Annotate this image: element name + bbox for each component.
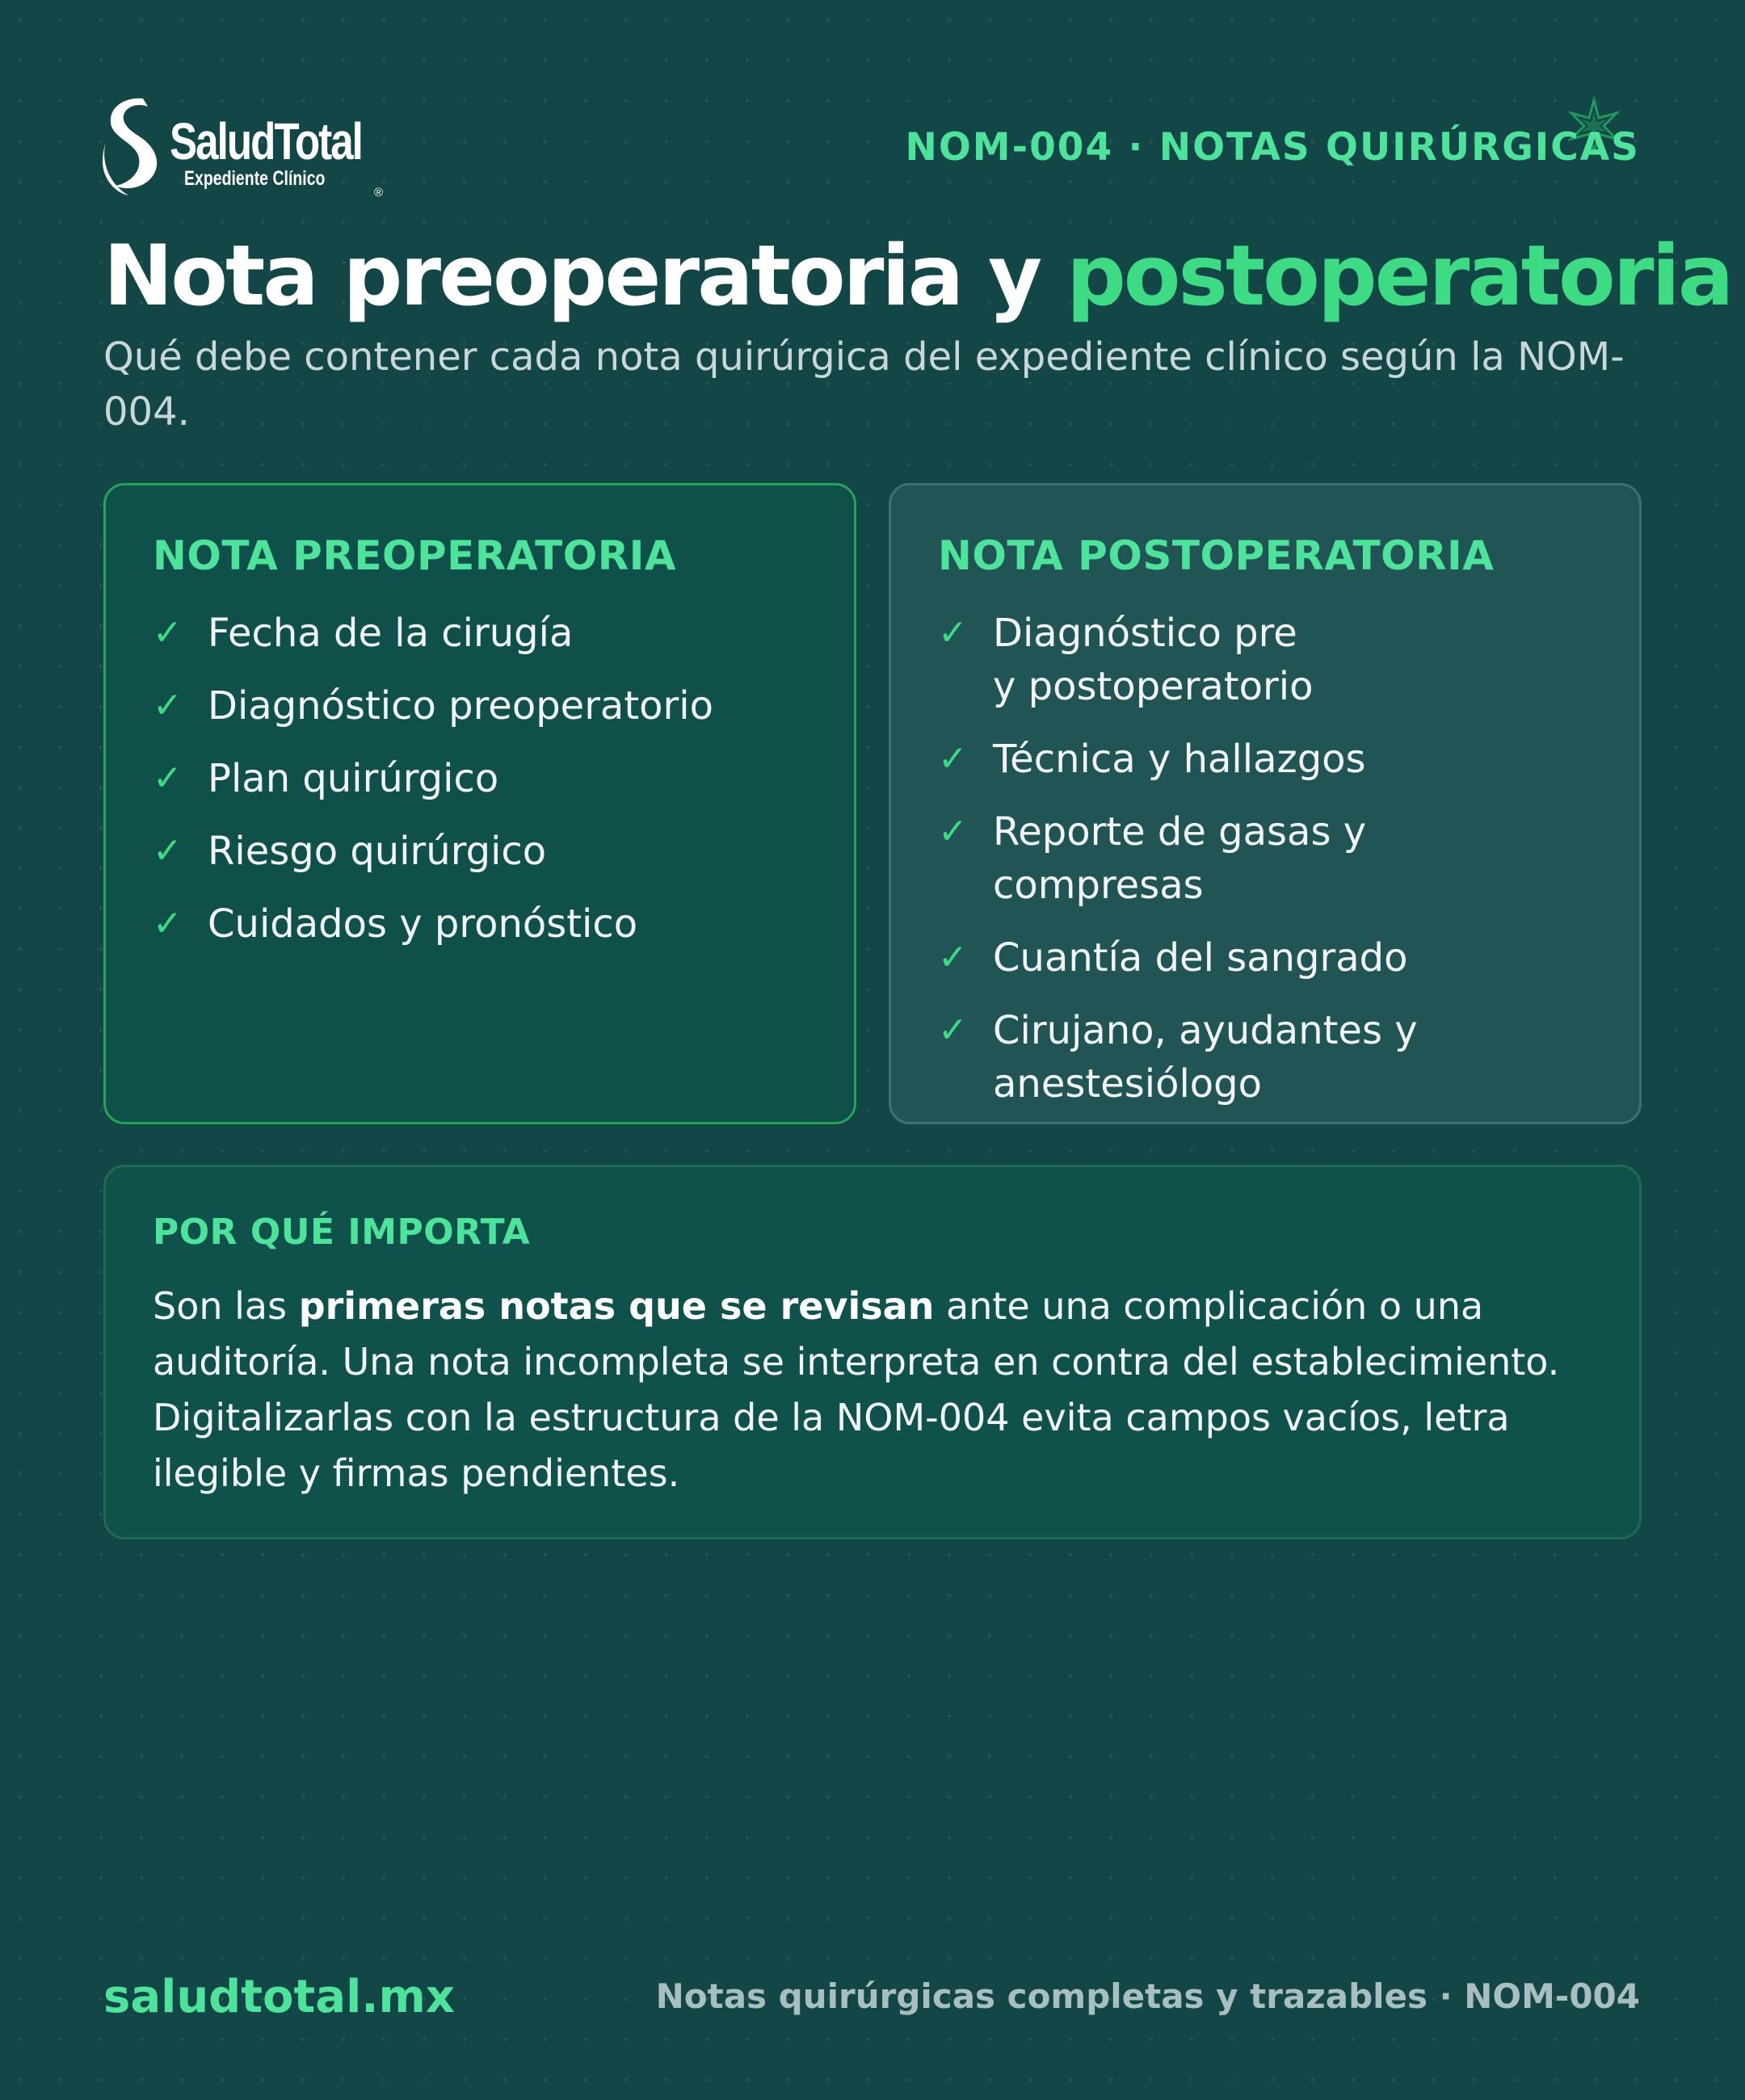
why-text-end: ante una complicación o una auditoría. Una nota incompleta se interpreta en contra del establecimiento. Digitalizarlas con la estructura de la NOM-004 evita campos vacíos, letra ilegible y firmas pendientes. [153, 1284, 1560, 1495]
check-icon: ✓ [153, 758, 183, 799]
list-item [153, 825, 799, 878]
list-item-text: Riesgo quirúrgico [208, 829, 547, 874]
check-icon: ✓ [153, 612, 183, 653]
check-icon: ✓ [938, 937, 968, 978]
list-item [153, 752, 799, 805]
why-text-bold: primeras notas que se revisan [298, 1284, 935, 1328]
header-tag: NOM-004 · NOTAS QUIRÚRGICAS [905, 125, 1640, 170]
list-item-text: Reporte de gasas y compresas [993, 809, 1367, 908]
list-item-text: Cirujano, ayudantes y anestesiólogo [993, 1008, 1418, 1107]
check-icon: ✓ [153, 903, 183, 944]
list-item-text: Diagnóstico preoperatorio [208, 683, 713, 729]
title-main: Nota preoperatoria y [103, 228, 1067, 325]
preoperative-list [153, 607, 799, 970]
list-item [938, 931, 1584, 985]
preoperative-heading: NOTA PREOPERATORIA [153, 532, 677, 579]
brand-tagline: Expediente Clínico [184, 167, 326, 190]
list-item [938, 1004, 1439, 1111]
page-title [103, 228, 1731, 325]
why-heading: POR QUÉ IMPORTA [153, 1212, 531, 1253]
list-item-text: Cuidados y pronóstico [208, 901, 638, 947]
registered-mark: ® [374, 186, 384, 200]
footer-website-link[interactable]: saludtotal.mx [103, 1971, 456, 2023]
why-text [153, 1279, 1623, 1502]
brand-logo[interactable] [101, 95, 392, 204]
list-item [938, 607, 1318, 713]
postoperative-list [938, 607, 1584, 1130]
brand-name: SaludTotal [170, 112, 362, 170]
check-icon: ✓ [153, 685, 183, 726]
footer-note: Notas quirúrgicas completas y trazables · NOM-004 [655, 1976, 1640, 2016]
list-item-text: Técnica y hallazgos [993, 737, 1366, 782]
title-accent: postoperatoria [1066, 228, 1732, 325]
check-icon: ✓ [938, 738, 968, 779]
list-item-text: Fecha de la cirugía [208, 611, 574, 656]
list-item [938, 733, 1584, 786]
list-item [153, 897, 799, 951]
postoperative-card [889, 483, 1642, 1124]
preoperative-card [103, 483, 856, 1124]
list-item [153, 607, 799, 660]
check-icon: ✓ [938, 1010, 968, 1051]
list-item-text: Plan quirúrgico [208, 756, 499, 801]
list-item [153, 679, 799, 733]
list-item-text: Diagnóstico pre y postoperatorio [993, 611, 1314, 709]
why-text-start: Son las [153, 1284, 299, 1328]
check-icon: ✓ [938, 811, 968, 852]
postoperative-heading: NOTA POSTOPERATORIA [938, 532, 1495, 579]
page-subtitle: Qué debe contener cada nota quirúrgica del expediente clínico según la NOM-004. [103, 334, 1625, 435]
list-item-text: Cuantía del sangrado [993, 935, 1408, 981]
swoosh-logo-icon [101, 95, 159, 200]
list-item [938, 805, 1584, 912]
check-icon: ✓ [938, 612, 968, 653]
check-icon: ✓ [153, 830, 183, 872]
why-it-matters-card [103, 1165, 1642, 1539]
